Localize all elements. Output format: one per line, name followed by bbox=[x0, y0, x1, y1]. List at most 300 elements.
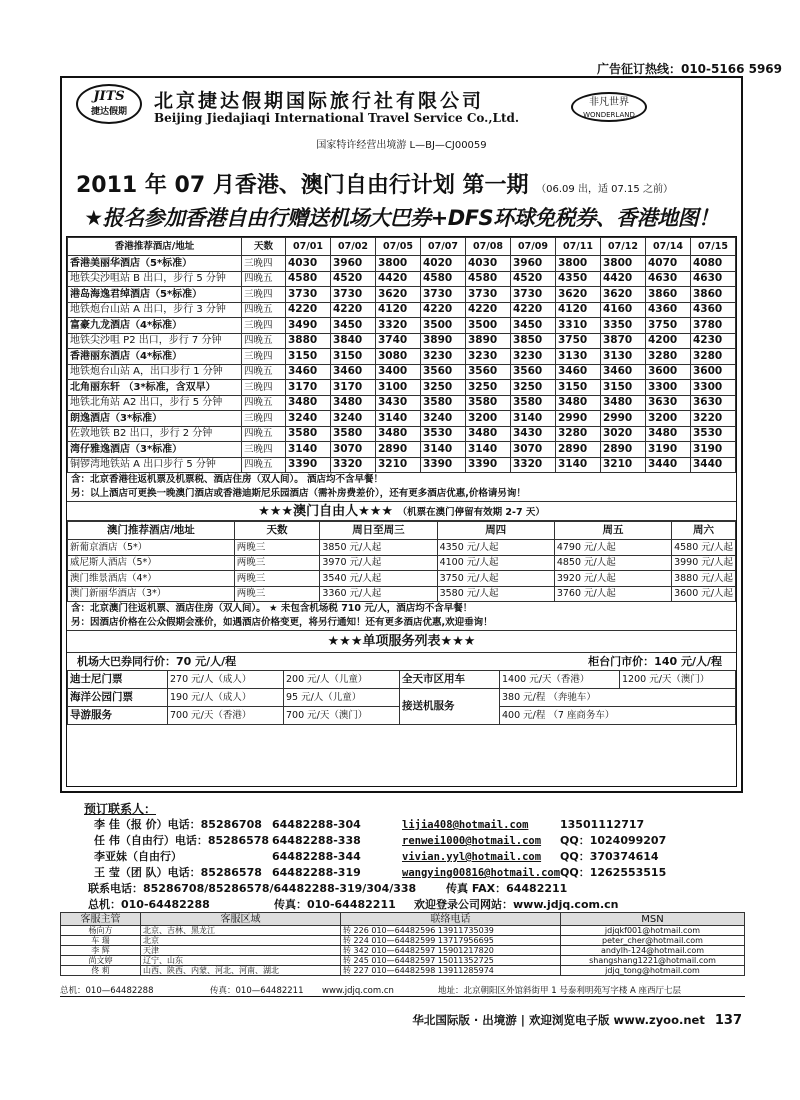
hk-nights: 三晚四 bbox=[242, 442, 286, 458]
hk-hotel-name: 香港丽东酒店（4*标准） bbox=[68, 349, 242, 365]
cs-region: 北京 bbox=[141, 936, 341, 946]
contact-mobile: QQ：370374614 bbox=[560, 850, 659, 863]
hk-price-row bbox=[68, 442, 736, 458]
promo-banner: ★报名参加香港自由行赠送机场大巴券+DFS环球免税券、香港地图！ bbox=[84, 206, 719, 230]
airport-bus-row bbox=[67, 652, 736, 670]
hk-hotel-name: 香港美丽华酒店（5*标准） bbox=[68, 256, 242, 272]
macau-price: 3600 元/人起 bbox=[672, 586, 736, 602]
contact-fax: 传真 FAX：64482211 bbox=[446, 882, 568, 895]
services-row bbox=[68, 689, 736, 707]
hk-price: 3150 bbox=[286, 349, 331, 365]
hk-price: 4580 bbox=[421, 271, 466, 287]
hk-price: 4200 bbox=[646, 333, 691, 349]
hk-price: 3430 bbox=[511, 426, 556, 442]
hk-price-row bbox=[68, 395, 736, 411]
hk-price: 3080 bbox=[376, 349, 421, 365]
hk-hotel-address: 地铁炮台山站 A 出口，步行 3 分钟 bbox=[68, 302, 242, 318]
hk-note-extra: 另：以上酒店可更换一晚澳门酒店或香港迪斯尼乐园酒店（需补房费差价），还有更多酒店优惠,价格请另询！ bbox=[71, 488, 526, 499]
contact-email-link[interactable]: lijia408@hotmail.com bbox=[402, 819, 529, 831]
hk-price: 3280 bbox=[556, 426, 601, 442]
svc-disney: 迪士尼门票 bbox=[68, 671, 168, 689]
hk-price: 3150 bbox=[331, 349, 376, 365]
hk-hotel-name: 湾仔雅逸酒店（3*标准） bbox=[68, 442, 242, 458]
hk-hotel-address: 地铁炮台山站 A，出口步行 1 分钟 bbox=[68, 364, 242, 380]
macau-price: 3850 元/人起 bbox=[320, 540, 437, 556]
cs-msn: jdjq_tong@hotmail.com bbox=[561, 966, 745, 976]
hk-price: 4020 bbox=[421, 256, 466, 272]
cs-phone: 转 224 010—64482599 13717956695 bbox=[341, 936, 561, 946]
macau-price: 4100 元/人起 bbox=[437, 555, 554, 571]
hk-price: 3440 bbox=[646, 457, 691, 473]
hk-price: 3460 bbox=[556, 364, 601, 380]
hk-price: 3800 bbox=[601, 256, 646, 272]
contact-row bbox=[84, 817, 744, 833]
hk-price: 3580 bbox=[421, 395, 466, 411]
svc-transfer-van: 400 元/程 （7 座商务车） bbox=[500, 707, 736, 725]
cs-region: 北京、吉林、黑龙江 bbox=[141, 926, 341, 936]
macau-price: 4790 元/人起 bbox=[554, 540, 671, 556]
hk-header-date: 07/05 bbox=[376, 238, 421, 256]
hk-price: 3190 bbox=[691, 442, 736, 458]
hk-price: 3070 bbox=[511, 442, 556, 458]
hk-price: 3620 bbox=[556, 287, 601, 303]
hk-price: 3150 bbox=[556, 380, 601, 396]
hk-price: 3140 bbox=[286, 442, 331, 458]
svc-ocean-adult: 190 元/人（成人） bbox=[168, 689, 284, 707]
hk-price: 3480 bbox=[331, 395, 376, 411]
jits-logo-sub: 捷达假期 bbox=[90, 107, 127, 117]
hk-price: 3320 bbox=[331, 457, 376, 473]
hk-header-nights: 天数 bbox=[242, 238, 286, 256]
wonderland-logo-sub: WONDERLAND bbox=[583, 111, 635, 119]
addr-total: 总机：010—64482288 bbox=[60, 986, 154, 996]
hk-price: 3860 bbox=[646, 287, 691, 303]
cs-region: 山西、陕西、内蒙、河北、河南、湖北 bbox=[141, 966, 341, 976]
contact-phones: 联系电话：85286708/85286578/64482288-319/304/338 bbox=[88, 882, 417, 895]
hk-price: 3130 bbox=[601, 349, 646, 365]
macau-header-nights: 天数 bbox=[234, 522, 320, 540]
hk-price: 3730 bbox=[331, 287, 376, 303]
hk-price: 3150 bbox=[601, 380, 646, 396]
hk-price: 3230 bbox=[421, 349, 466, 365]
hk-price: 3230 bbox=[466, 349, 511, 365]
hk-price: 3490 bbox=[286, 318, 331, 334]
contact-ext: 64482288-344 bbox=[272, 850, 361, 863]
hk-price: 3280 bbox=[646, 349, 691, 365]
macau-price: 4350 元/人起 bbox=[437, 540, 554, 556]
company-header bbox=[62, 78, 741, 158]
cs-row bbox=[61, 956, 745, 966]
contact-row bbox=[84, 865, 744, 881]
plan-title-note: （06.09 出，适 07.15 之前） bbox=[536, 184, 673, 195]
services-table bbox=[67, 670, 736, 725]
hk-price: 4580 bbox=[466, 271, 511, 287]
contact-email-link[interactable]: vivian.yyl@hotmail.com bbox=[402, 851, 542, 863]
macau-header-hotel: 澳门推荐酒店/地址 bbox=[68, 522, 235, 540]
hk-price: 4630 bbox=[691, 271, 736, 287]
page-number: 137 bbox=[714, 1013, 742, 1028]
customer-service-table bbox=[60, 912, 745, 976]
contact-name: 李 佳（报 价）电话：85286708 bbox=[94, 818, 262, 831]
hk-price: 3250 bbox=[466, 380, 511, 396]
hk-price: 3560 bbox=[466, 364, 511, 380]
hk-price: 3200 bbox=[466, 411, 511, 427]
hk-price: 4520 bbox=[331, 271, 376, 287]
hk-price-row bbox=[68, 380, 736, 396]
hk-price: 3020 bbox=[601, 426, 646, 442]
hk-price: 3390 bbox=[286, 457, 331, 473]
hk-price: 3310 bbox=[556, 318, 601, 334]
cs-manager: 杨向方 bbox=[61, 926, 141, 936]
services-row bbox=[68, 671, 736, 689]
hk-price-row bbox=[68, 349, 736, 365]
contact-mobile: QQ：1262553515 bbox=[560, 866, 667, 879]
cs-table-header bbox=[61, 913, 745, 926]
hk-price: 4350 bbox=[556, 271, 601, 287]
hk-price: 4120 bbox=[556, 302, 601, 318]
hk-price: 3210 bbox=[376, 457, 421, 473]
hk-price: 3560 bbox=[511, 364, 556, 380]
cs-manager: 佟 莉 bbox=[61, 966, 141, 976]
cs-row bbox=[61, 926, 745, 936]
hk-nights: 四晚五 bbox=[242, 457, 286, 473]
hk-price: 3730 bbox=[286, 287, 331, 303]
hk-price: 3740 bbox=[376, 333, 421, 349]
hk-header-date: 07/07 bbox=[421, 238, 466, 256]
hk-price: 3530 bbox=[421, 426, 466, 442]
hk-note-include: 含：北京香港往返机票及机票税、酒店住房（双人间）。 酒店均不含早餐！ bbox=[71, 474, 384, 485]
svc-ocean: 海洋公园门票 bbox=[68, 689, 168, 707]
hk-hotel-address: 地铁尖沙咀站 B 出口，步行 5 分钟 bbox=[68, 271, 242, 287]
hk-price: 4030 bbox=[466, 256, 511, 272]
hk-price: 3730 bbox=[511, 287, 556, 303]
contact-name: 任 伟（自由行）电话：85286578 bbox=[94, 834, 270, 847]
hk-price: 3880 bbox=[286, 333, 331, 349]
cs-phone: 转 342 010—64482597 15901217820 bbox=[341, 946, 561, 956]
hk-price: 3800 bbox=[376, 256, 421, 272]
addr-address: 地址：北京朝阳区外馆斜街甲 1 号泰利明苑写字楼 A 座西厅七层 bbox=[438, 986, 682, 996]
macau-hotel-name: 澳门新丽华酒店（3*） bbox=[68, 586, 235, 602]
macau-price: 4580 元/人起 bbox=[672, 540, 736, 556]
contact-mobile: QQ：1024099207 bbox=[560, 834, 667, 847]
contact-ext: 64482288-304 bbox=[272, 818, 361, 831]
hk-price: 3960 bbox=[331, 256, 376, 272]
airport-bus-counter-price: 柜台门市价：140 元/人/程 bbox=[588, 655, 722, 668]
hk-price-row bbox=[68, 287, 736, 303]
hk-nights: 四晚五 bbox=[242, 333, 286, 349]
macau-price-row bbox=[68, 571, 736, 587]
hk-price: 3620 bbox=[376, 287, 421, 303]
hk-price: 3500 bbox=[421, 318, 466, 334]
page-footer bbox=[300, 1012, 742, 1028]
contact-email-link[interactable]: wangying00816@hotmail.com bbox=[402, 867, 561, 879]
hk-nights: 三晚四 bbox=[242, 256, 286, 272]
contact-mobile: 13501112717 bbox=[560, 818, 645, 831]
hk-price: 4070 bbox=[646, 256, 691, 272]
hk-price: 2890 bbox=[376, 442, 421, 458]
hk-hotel-name: 港岛海逸君绰酒店（5*标准） bbox=[68, 287, 242, 303]
contact-row bbox=[84, 833, 744, 849]
macau-price-row bbox=[68, 540, 736, 556]
hk-price: 3580 bbox=[331, 426, 376, 442]
hk-price: 3070 bbox=[331, 442, 376, 458]
hk-price: 3630 bbox=[691, 395, 736, 411]
company-website-link[interactable]: 欢迎登录公司网站：www.jdjq.com.cn bbox=[414, 898, 619, 911]
macau-band bbox=[67, 501, 736, 521]
hk-price: 3960 bbox=[511, 256, 556, 272]
hk-price: 3450 bbox=[511, 318, 556, 334]
hk-price: 3300 bbox=[646, 380, 691, 396]
cs-phone: 转 245 010—64482597 15011352725 bbox=[341, 956, 561, 966]
hk-price: 2990 bbox=[556, 411, 601, 427]
hk-price: 3750 bbox=[646, 318, 691, 334]
hk-price: 3460 bbox=[331, 364, 376, 380]
cs-msn: andylh-124@hotmail.com bbox=[561, 946, 745, 956]
hk-nights: 三晚四 bbox=[242, 411, 286, 427]
cs-msn: peter_cher@hotmail.com bbox=[561, 936, 745, 946]
svc-transfer: 接送机服务 bbox=[400, 689, 500, 725]
svc-daycar: 全天市区用车 bbox=[400, 671, 500, 689]
hk-price: 4220 bbox=[286, 302, 331, 318]
cs-header: 客服主管 bbox=[61, 913, 141, 926]
hk-price: 3190 bbox=[646, 442, 691, 458]
cs-phone: 转 227 010—64482598 13911285974 bbox=[341, 966, 561, 976]
cs-header: MSN bbox=[561, 913, 745, 926]
hk-price: 3240 bbox=[421, 411, 466, 427]
hk-price: 3870 bbox=[601, 333, 646, 349]
services-title: ★★★单项服务列表★★★ bbox=[67, 630, 736, 652]
svc-disney-adult: 270 元/人（成人） bbox=[168, 671, 284, 689]
svc-daycar-mo: 1200 元/天（澳门） bbox=[620, 671, 736, 689]
hk-nights: 三晚四 bbox=[242, 287, 286, 303]
hk-price: 3220 bbox=[691, 411, 736, 427]
hk-hotel-address: 铜锣湾地铁站 A 出口步行 5 分钟 bbox=[68, 457, 242, 473]
hk-price: 3170 bbox=[331, 380, 376, 396]
macau-price: 3360 元/人起 bbox=[320, 586, 437, 602]
hk-price: 3130 bbox=[556, 349, 601, 365]
hk-price: 4420 bbox=[376, 271, 421, 287]
hk-price: 3140 bbox=[466, 442, 511, 458]
hk-header-date: 07/14 bbox=[646, 238, 691, 256]
cs-phone: 转 226 010—64482596 13911735039 bbox=[341, 926, 561, 936]
macau-price-table bbox=[67, 521, 736, 602]
hk-price: 4580 bbox=[286, 271, 331, 287]
hk-price: 3450 bbox=[331, 318, 376, 334]
plan-title-text: 2011 年 07 月香港、澳门自由行计划 第一期 bbox=[76, 173, 529, 198]
hk-price-row bbox=[68, 302, 736, 318]
hk-hotel-address: 地铁尖沙咀 P2 出口，步行 7 分钟 bbox=[68, 333, 242, 349]
hk-price: 3100 bbox=[376, 380, 421, 396]
cs-row bbox=[61, 936, 745, 946]
hk-price: 4630 bbox=[646, 271, 691, 287]
hk-header-date: 07/09 bbox=[511, 238, 556, 256]
svc-daycar-hk: 1400 元/天（香港） bbox=[500, 671, 620, 689]
hk-price: 3240 bbox=[286, 411, 331, 427]
hk-price: 3480 bbox=[601, 395, 646, 411]
svc-guide-mo: 700 元/天（澳门） bbox=[284, 707, 400, 725]
cs-region: 辽宁、山东 bbox=[141, 956, 341, 966]
hk-table-header bbox=[68, 238, 736, 256]
address-line bbox=[60, 985, 745, 997]
hk-hotel-address: 佐敦地铁 B2 出口，步行 2 分钟 bbox=[68, 426, 242, 442]
macau-header-day: 周五 bbox=[554, 522, 671, 540]
hk-price: 2990 bbox=[601, 411, 646, 427]
addr-web: www.jdjq.com.cn bbox=[322, 986, 394, 996]
contacts-block bbox=[84, 800, 744, 913]
hk-price-row bbox=[68, 333, 736, 349]
hk-price: 3480 bbox=[556, 395, 601, 411]
hk-header-date: 07/01 bbox=[286, 238, 331, 256]
hk-price: 3620 bbox=[601, 287, 646, 303]
macau-hotel-name: 威尼斯人酒店（5*） bbox=[68, 555, 235, 571]
macau-note-include: 含：北京澳门往返机票、酒店住房（双人间）。 ★ 未包含机场税 710 元/人，酒店均不含早餐！ bbox=[71, 603, 473, 614]
contact-ext: 64482288-319 bbox=[272, 866, 361, 879]
hk-header-date: 07/15 bbox=[691, 238, 736, 256]
hk-price: 3460 bbox=[286, 364, 331, 380]
cs-manager: 车 瑞 bbox=[61, 936, 141, 946]
contact-name: 王 莹（团 队）电话：85286578 bbox=[94, 866, 262, 879]
macau-price: 3920 元/人起 bbox=[554, 571, 671, 587]
hk-price: 4230 bbox=[691, 333, 736, 349]
contact-switch-row bbox=[84, 897, 744, 913]
hk-price: 4520 bbox=[511, 271, 556, 287]
cs-header: 联络电话 bbox=[341, 913, 561, 926]
hk-nights: 三晚四 bbox=[242, 380, 286, 396]
macau-header-day: 周日至周三 bbox=[320, 522, 437, 540]
hk-price: 3230 bbox=[511, 349, 556, 365]
hk-header-date: 07/11 bbox=[556, 238, 601, 256]
hk-price: 3480 bbox=[466, 426, 511, 442]
macau-price: 3540 元/人起 bbox=[320, 571, 437, 587]
macau-header-day: 周四 bbox=[437, 522, 554, 540]
macau-nights: 两晚三 bbox=[234, 555, 320, 571]
hk-price-row bbox=[68, 411, 736, 427]
addr-fax: 传真：010—64482211 bbox=[210, 986, 304, 996]
hk-price: 3750 bbox=[556, 333, 601, 349]
jits-logo-text: JITS bbox=[93, 89, 125, 104]
hk-price: 3320 bbox=[376, 318, 421, 334]
footer-text: 华北国际版 · 出境游 | 欢迎浏览电子版 www.zyoo.net bbox=[412, 1013, 705, 1027]
macau-price: 3880 元/人起 bbox=[672, 571, 736, 587]
hk-price: 3200 bbox=[646, 411, 691, 427]
hk-price: 3170 bbox=[286, 380, 331, 396]
macau-nights: 两晚三 bbox=[234, 540, 320, 556]
cs-manager: 李 辉 bbox=[61, 946, 141, 956]
hk-price: 4360 bbox=[691, 302, 736, 318]
svc-guide-hk: 700 元/天（香港） bbox=[168, 707, 284, 725]
hk-price: 4220 bbox=[331, 302, 376, 318]
hk-nights: 四晚五 bbox=[242, 271, 286, 287]
hk-price: 3320 bbox=[511, 457, 556, 473]
hk-nights: 四晚五 bbox=[242, 395, 286, 411]
macau-table-header bbox=[68, 522, 736, 540]
macau-hotel-name: 澳门维景酒店（4*） bbox=[68, 571, 235, 587]
hk-price: 3500 bbox=[466, 318, 511, 334]
hk-price-row bbox=[68, 364, 736, 380]
macau-hotel-name: 新葡京酒店（5*） bbox=[68, 540, 235, 556]
cs-region: 天津 bbox=[141, 946, 341, 956]
hk-header-date: 07/02 bbox=[331, 238, 376, 256]
hk-price: 3600 bbox=[691, 364, 736, 380]
hk-price: 3530 bbox=[691, 426, 736, 442]
hk-price: 3480 bbox=[646, 426, 691, 442]
hk-price: 4220 bbox=[511, 302, 556, 318]
hk-price: 3840 bbox=[331, 333, 376, 349]
hk-price: 3780 bbox=[691, 318, 736, 334]
hk-price: 3560 bbox=[421, 364, 466, 380]
ad-hotline: 广告征订热线：010-5166 5969 bbox=[596, 62, 782, 76]
contact-summary-row bbox=[84, 881, 744, 897]
hk-price: 3250 bbox=[421, 380, 466, 396]
contact-email-link[interactable]: renwei1000@hotmail.com bbox=[402, 835, 542, 847]
contact-ext: 64482288-338 bbox=[272, 834, 361, 847]
hk-price: 3730 bbox=[466, 287, 511, 303]
hk-price: 4220 bbox=[421, 302, 466, 318]
hk-price: 3580 bbox=[286, 426, 331, 442]
company-name-en: Beijing Jiedajiaqi International Travel Service Co.,Ltd. bbox=[154, 111, 520, 125]
plan-title bbox=[76, 168, 673, 199]
hk-header-date: 07/08 bbox=[466, 238, 511, 256]
svc-disney-child: 200 元/人（儿童） bbox=[284, 671, 400, 689]
hk-price: 3390 bbox=[421, 457, 466, 473]
macau-band-note: （机票在澳门停留有效期 2-7 天） bbox=[397, 507, 545, 518]
price-panel bbox=[66, 236, 737, 787]
hk-price: 3250 bbox=[511, 380, 556, 396]
hk-price: 2890 bbox=[601, 442, 646, 458]
hk-header-date: 07/12 bbox=[601, 238, 646, 256]
hk-price: 3140 bbox=[511, 411, 556, 427]
hk-price: 3580 bbox=[511, 395, 556, 411]
contact-total: 总机：010-64482288 bbox=[88, 898, 210, 911]
hk-price: 3400 bbox=[376, 364, 421, 380]
hk-price: 3850 bbox=[511, 333, 556, 349]
hk-price: 3580 bbox=[466, 395, 511, 411]
macau-price-row bbox=[68, 555, 736, 571]
contact-name: 李亚妹（自由行） bbox=[94, 850, 182, 863]
hk-price: 3480 bbox=[286, 395, 331, 411]
hk-nights: 四晚五 bbox=[242, 302, 286, 318]
hk-price: 3240 bbox=[331, 411, 376, 427]
hk-price: 4120 bbox=[376, 302, 421, 318]
hk-nights: 三晚四 bbox=[242, 318, 286, 334]
hk-price: 3140 bbox=[376, 411, 421, 427]
jits-logo bbox=[76, 84, 142, 124]
hk-price-row bbox=[68, 457, 736, 473]
hk-price: 4420 bbox=[601, 271, 646, 287]
hk-price-table bbox=[67, 237, 736, 473]
hk-price: 3350 bbox=[601, 318, 646, 334]
hk-price: 4160 bbox=[601, 302, 646, 318]
hk-price: 3480 bbox=[376, 426, 421, 442]
hk-price: 4080 bbox=[691, 256, 736, 272]
macau-header-day: 周六 bbox=[672, 522, 736, 540]
hk-price: 3800 bbox=[556, 256, 601, 272]
macau-price: 3580 元/人起 bbox=[437, 586, 554, 602]
hk-price: 3390 bbox=[466, 457, 511, 473]
hk-price: 3440 bbox=[691, 457, 736, 473]
hk-price: 3890 bbox=[421, 333, 466, 349]
svc-guide: 导游服务 bbox=[68, 707, 168, 725]
cs-row bbox=[61, 966, 745, 976]
hk-price: 4360 bbox=[646, 302, 691, 318]
contacts-title: 预订联系人： bbox=[84, 802, 157, 816]
wonderland-logo-text: 非凡世界 bbox=[589, 97, 629, 108]
macau-band-title: ★★★澳门自由人★★★ bbox=[258, 504, 394, 519]
hk-price: 3730 bbox=[421, 287, 466, 303]
hk-price-row bbox=[68, 271, 736, 287]
hk-price: 3460 bbox=[601, 364, 646, 380]
hk-price: 3860 bbox=[691, 287, 736, 303]
